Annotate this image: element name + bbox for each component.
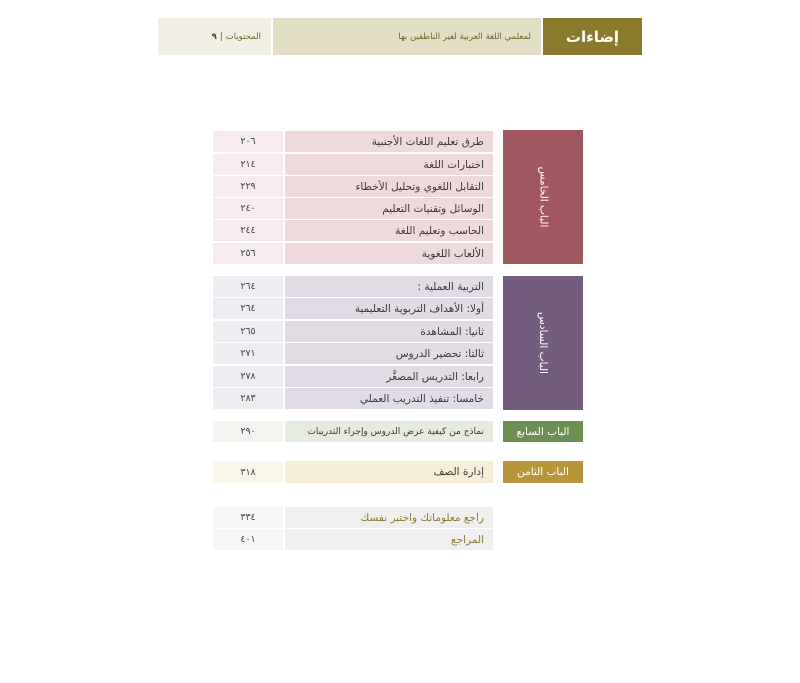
page-separator: |	[219, 31, 223, 42]
toc-entry-page: ٢٢٩	[213, 176, 283, 197]
chapter-6-tab	[503, 276, 583, 410]
toc-entry-title[interactable]: طرق تعليم اللغات الأجنبية	[285, 131, 493, 152]
toc-entry-title[interactable]: نماذج من كيفية عرض الدروس وإجراء التدريبات	[285, 421, 493, 442]
toc-entry-title[interactable]: الألعاب اللغوية	[285, 243, 493, 264]
page-indicator	[158, 18, 271, 55]
toc-entry-page: ٤٠١	[213, 529, 283, 550]
section-label: المحتويات	[225, 31, 261, 42]
chapter-6-label: الباب السادس	[537, 312, 550, 374]
toc-entry-title[interactable]: خامسا: تنفيذ التدريب العملي	[285, 388, 493, 409]
toc-entry-page: ٣٣٤	[213, 507, 283, 528]
toc-entry-page: ٢١٤	[213, 154, 283, 175]
toc-entry-title[interactable]: الحاسب وتعليم اللغة	[285, 220, 493, 241]
toc-entry-title[interactable]: رابعا: التدريس المصغَّر	[285, 366, 493, 387]
chapter-7-tab: الباب السابع	[503, 421, 583, 442]
toc-entry-title[interactable]: أولا: الأهداف التربوية التعليمية	[285, 298, 493, 319]
toc-entry-page: ٢٩٠	[213, 421, 283, 442]
toc-entry-title[interactable]: ثانيا: المشاهدة	[285, 321, 493, 342]
toc-entry-title[interactable]: إدارة الصف	[285, 461, 493, 483]
toc-entry-title[interactable]: الوسائل وتقنيات التعليم	[285, 198, 493, 219]
toc-entry-page: ٢٠٦	[213, 131, 283, 152]
page-number: ٩	[211, 31, 217, 42]
toc-entry-title[interactable]: ثالثا: تحضير الدروس	[285, 343, 493, 364]
chapter-8-tab: الباب الثامن	[503, 461, 583, 483]
toc-entry-title[interactable]: راجع معلوماتك واختبر نفسك	[285, 507, 493, 528]
toc-entry-page: ٢٥٦	[213, 243, 283, 264]
toc-entry-page: ٣١٨	[213, 461, 283, 483]
toc-entry-page: ٢٦٥	[213, 321, 283, 342]
toc-entry-page: ٢٨٣	[213, 388, 283, 409]
toc-entry-title[interactable]: التقابل اللغوي وتحليل الأخطاء	[285, 176, 493, 197]
book-title: إضاءات	[543, 18, 642, 55]
toc-entry-page: ٢٤٠	[213, 198, 283, 219]
toc-entry-page: ٢٦٤	[213, 298, 283, 319]
toc-entry-page: ٢٤٤	[213, 220, 283, 241]
toc-entry-title[interactable]: المراجع	[285, 529, 493, 550]
toc-entry-page: ٢٧٨	[213, 366, 283, 387]
toc-entry-title[interactable]: اختبارات اللغة	[285, 154, 493, 175]
chapter-5-label: الباب الخامس	[537, 166, 549, 228]
book-subtitle: لمعلمي اللغة العربية لغير الناطقين بها	[273, 18, 541, 55]
chapter-5-tab	[503, 130, 583, 264]
toc-entry-title[interactable]: التربية العملية :	[285, 276, 493, 297]
toc-entry-page: ٢٦٤	[213, 276, 283, 297]
toc-entry-page: ٢٧١	[213, 343, 283, 364]
